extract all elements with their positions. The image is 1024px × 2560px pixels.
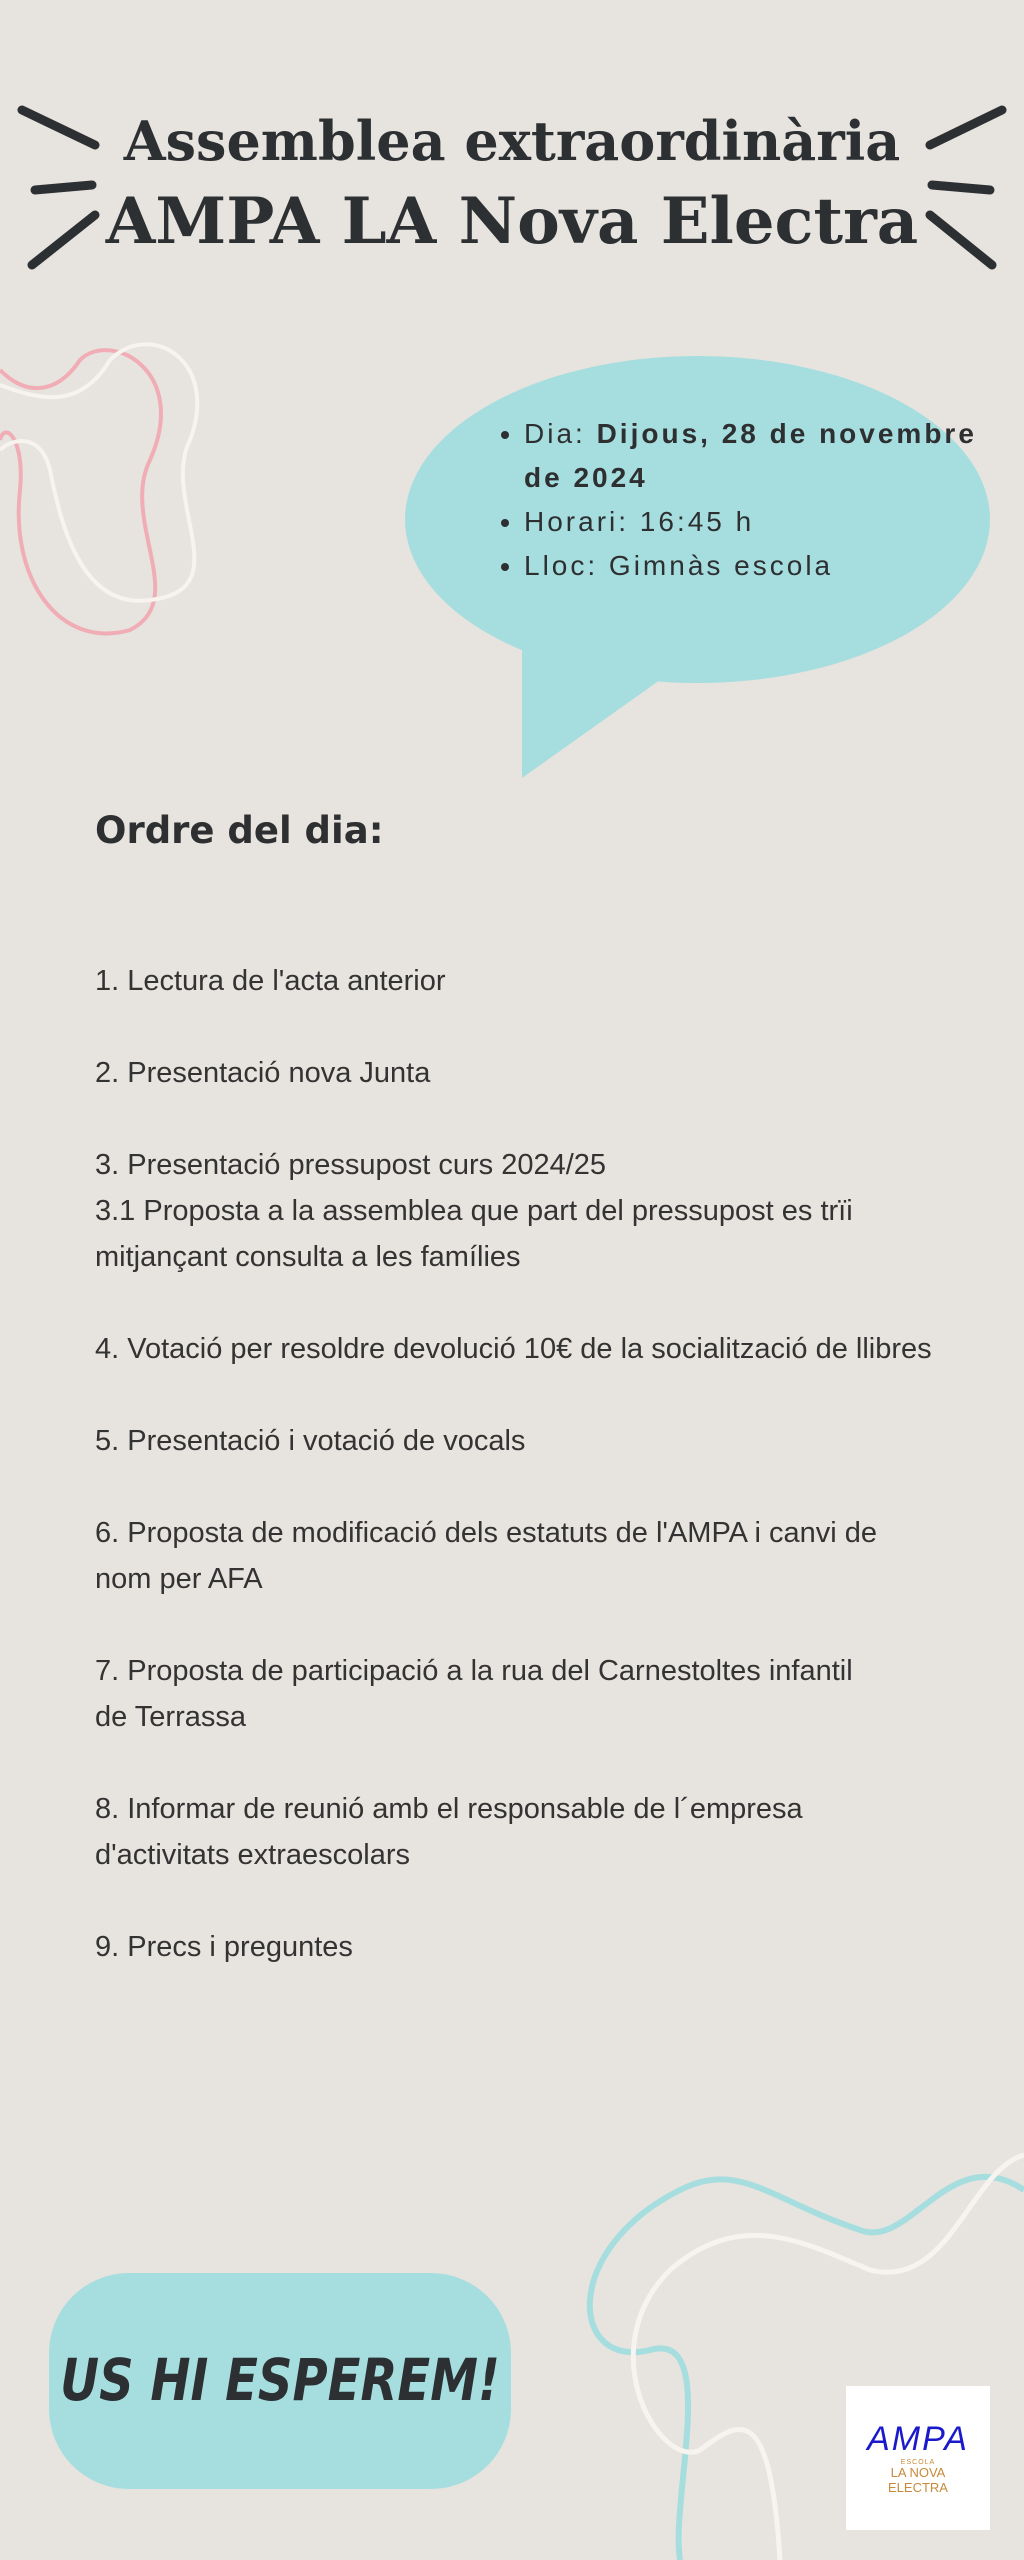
pink-squiggle-icon [0,340,220,640]
cta-text: US HI ESPEREM! [60,2347,500,2415]
date-value: Dijous, 28 de novembre de 2024 [524,418,977,493]
logo-sub2: ELECTRA [888,2479,948,2495]
speech-bubble-tail-icon [520,640,670,780]
agenda-item: 3.1 Proposta a la assemblea que part del pressupost es trïi mitjançant consulta a les famílies [95,1195,853,1273]
us-hi-esperem-banner [49,2273,511,2489]
agenda-item: 4. Votació per resoldre devolució 10€ de la socialització de llibres [95,1333,932,1365]
logo-main: AMPA [867,2420,969,2459]
agenda-item: 5. Presentació i votació de vocals [95,1425,526,1457]
agenda-item: 7. Proposta de participació a la rua del Carnestoltes infantil de Terrassa [95,1655,853,1733]
title-line-1: Assemblea extraordinària [123,109,901,173]
info-place: • Lloc: Gimnàs escola [524,544,980,588]
agenda-item: 9. Precs i preguntes [95,1931,353,1963]
agenda-item: 6. Proposta de modificació dels estatuts de l'AMPA i canvi de nom per AFA [95,1517,877,1595]
agenda-list [95,958,935,1970]
agenda-heading: Ordre del dia: [95,809,384,852]
logo-side: ESCOLA [900,2458,936,2466]
title-line-2: AMPA LA Nova Electra [105,184,919,259]
agenda-item: 8. Informar de reunió amb el responsable de l´empresa d'activitats extraescolars [95,1793,803,1871]
info-time: • Horari: 16:45 h [524,500,980,544]
event-info [500,412,980,588]
logo-sub1: LA NOVA [890,2465,946,2481]
agenda-item: 2. Presentació nova Junta [95,1057,431,1089]
ampa-logo [846,2386,990,2530]
agenda-item: 1. Lectura de l'acta anterior [95,965,446,997]
date-label: Dia: [524,418,586,449]
info-date [524,412,980,500]
agenda-item: 3. Presentació pressupost curs 2024/25 [95,1149,607,1181]
